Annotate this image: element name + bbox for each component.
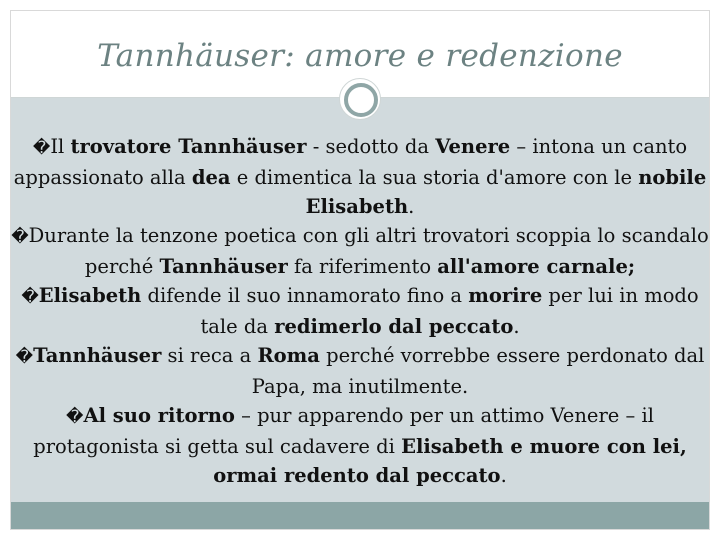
bullet-bold-text: morire	[468, 284, 543, 307]
slide-title: Tannhäuser: amore e redenzione	[97, 38, 623, 74]
bullet-text: difende il suo innamorato fino a	[141, 284, 469, 307]
bullet-item	[11, 221, 709, 281]
bullet-text: .	[513, 315, 520, 338]
bullet-list	[11, 132, 709, 490]
circle-ornament-icon	[339, 78, 381, 120]
bullet-text: .	[500, 464, 507, 487]
bottom-band	[11, 502, 709, 529]
bullet-bold-text: dea	[191, 166, 231, 189]
bullet-bold-text: all'amore carnale;	[437, 255, 636, 278]
bullet-item	[11, 401, 709, 490]
content-area	[11, 98, 709, 502]
bullet-marker-icon: �	[11, 227, 29, 247]
bullet-bold-text: trovatore Tannhäuser	[70, 135, 307, 158]
bullet-text: si reca a	[161, 344, 258, 367]
bullet-text: – intona un canto appassionato alla	[13, 135, 688, 189]
ring-shape	[344, 83, 378, 117]
bullet-marker-icon: �	[32, 138, 51, 158]
bullet-bold-text: Elisabeth	[38, 284, 142, 307]
bullet-item	[11, 132, 709, 221]
bullet-text: perché vorrebbe essere perdonato dal Papa, ma inutilmente.	[251, 344, 705, 398]
bullet-bold-text: Al suo ritorno	[83, 404, 235, 427]
bullet-marker-icon: �	[15, 347, 34, 367]
bullet-bold-text: nobile Elisabeth	[305, 166, 707, 218]
bullet-text: - sedotto da	[306, 135, 436, 158]
bullet-item	[11, 281, 709, 341]
bullet-marker-icon: �	[66, 407, 84, 427]
bullet-bold-text: Roma	[257, 344, 320, 367]
bullet-bold-text: Tannhäuser	[33, 344, 162, 367]
bullet-text: .	[408, 195, 415, 218]
bullet-bold-text: Tannhäuser	[159, 255, 288, 278]
bullet-marker-icon: �	[21, 287, 39, 307]
bullet-text: Durante la tenzone poetica con gli altri trovatori scoppia lo scandalo perché	[28, 224, 709, 278]
bullet-text: fa riferimento	[287, 255, 438, 278]
bullet-item	[11, 341, 709, 401]
bullet-text: Il	[50, 135, 71, 158]
bullet-bold-text: redimerlo dal peccato	[274, 315, 514, 338]
bullet-text: e dimentica la sua storia d'amore con le	[230, 166, 639, 189]
bullet-text: – pur apparendo per un attimo Venere – il protagonista si getta sul cadavere di	[33, 404, 654, 458]
bullet-bold-text: Venere	[435, 135, 511, 158]
bullet-text: per lui in modo tale da	[200, 284, 699, 338]
bullet-bold-text: Elisabeth e muore con lei, ormai redento dal peccato	[213, 435, 687, 487]
